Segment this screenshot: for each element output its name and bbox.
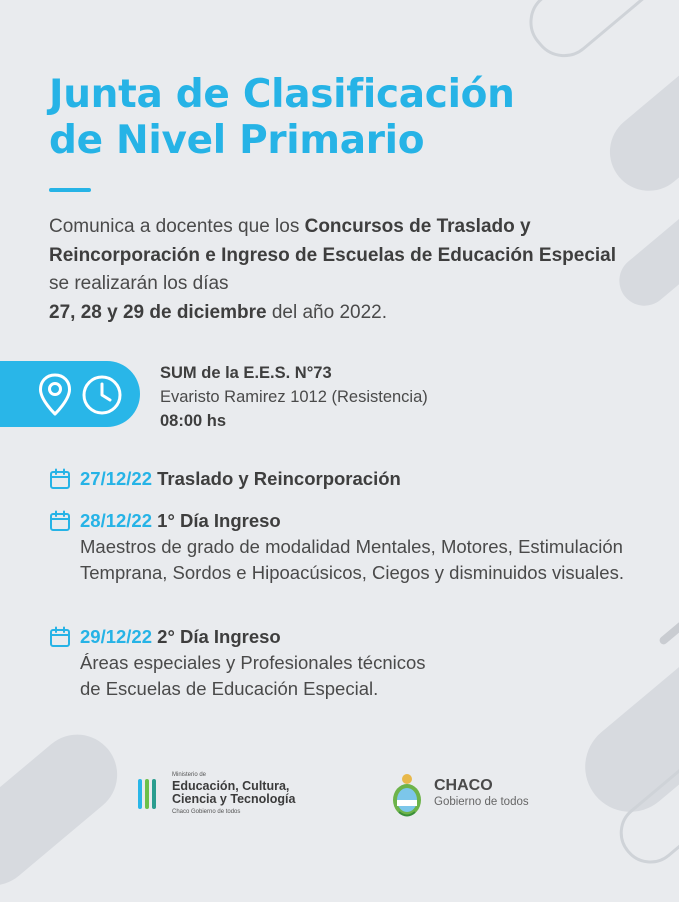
schedule-date: 27/12/22	[80, 468, 153, 489]
schedule-description: Maestros de grado de modalidad Mentales, Motores, Estimulación Temprana, Sordos e Hipoacúsicos, Ciegos y disminuidos visuales.	[80, 536, 624, 583]
schedule-date: 28/12/22	[80, 510, 153, 531]
schedule-heading	[80, 466, 401, 492]
location-address: Evaristo Ramirez 1012 (Resistencia)	[160, 388, 428, 406]
calendar-icon	[49, 510, 71, 532]
schedule-description: Áreas especiales y Profesionales técnicos de Escuelas de Educación Especial.	[80, 652, 426, 699]
intro-text-2: se realizarán los días	[49, 273, 229, 294]
schedule-date: 29/12/22	[80, 626, 153, 647]
page-title	[49, 72, 649, 164]
title-line-1: Junta de Clasificación	[49, 72, 515, 117]
ministry-bars-icon	[138, 779, 157, 809]
title-line-2: de Nivel Primario	[49, 118, 425, 163]
ministry-tagline: Chaco Gobierno de todos	[172, 809, 241, 815]
chaco-name: CHACO	[434, 777, 493, 794]
ministry-line-2: Ciencia y Tecnología	[172, 792, 296, 806]
ministry-line-1: Educación, Cultura,	[172, 779, 290, 793]
decor-shape	[0, 718, 133, 901]
calendar-icon	[49, 468, 71, 490]
chaco-tagline: Gobierno de todos	[434, 796, 529, 808]
location-details	[160, 361, 428, 433]
decor-shape	[658, 582, 679, 646]
calendar-icon	[49, 626, 71, 648]
schedule-title: 2° Día Ingreso	[157, 626, 281, 647]
location-place: SUM de la E.E.S. N°73	[160, 364, 332, 382]
title-underline	[49, 188, 91, 192]
ministry-name	[172, 780, 295, 806]
schedule-heading	[80, 508, 281, 534]
intro-bold-2: 27, 28 y 29 de diciembre	[49, 301, 267, 323]
intro-text-3: del año 2022.	[266, 301, 388, 323]
schedule-title: 1° Día Ingreso	[157, 510, 281, 531]
schedule-title: Traslado y Reincorporación	[157, 468, 401, 489]
decor-shape	[516, 0, 679, 70]
intro-text-1: Comunica a docentes que los	[49, 216, 305, 237]
location-time: 08:00 hs	[160, 412, 227, 430]
ministry-small-label: Ministerio de	[172, 772, 207, 778]
chaco-emblem-icon	[390, 772, 424, 820]
schedule-heading	[80, 624, 281, 650]
location-pin-icon	[38, 373, 72, 417]
intro-paragraph	[49, 213, 629, 327]
intro-bold-1: Concursos de Traslado y Reincorporación e Ingreso de Escuelas de Educación Especial	[49, 216, 617, 266]
clock-icon	[81, 374, 123, 416]
